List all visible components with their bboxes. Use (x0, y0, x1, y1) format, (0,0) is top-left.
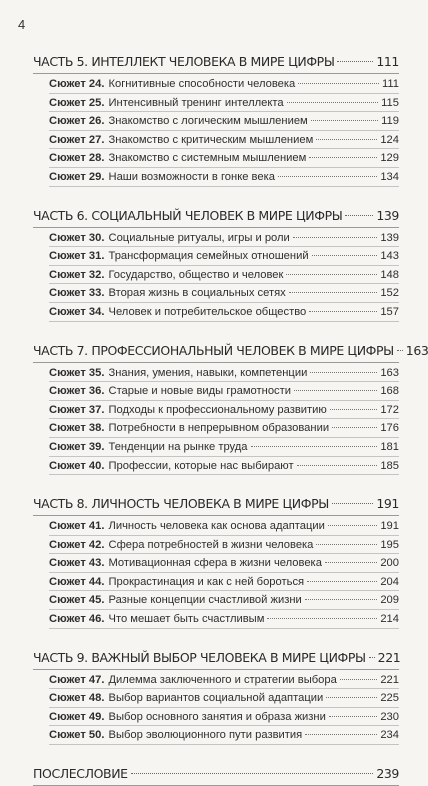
toc-item-label: Сюжет 50. (49, 729, 105, 742)
toc-item-page: 195 (380, 538, 399, 551)
leader-dots (397, 350, 403, 351)
table-of-contents (33, 50, 428, 786)
toc-item-page: 157 (380, 305, 399, 318)
toc-item-title: Потребности в непрерывном образовании (108, 422, 330, 435)
toc-item-title: Наши возможности в гонке века (108, 170, 275, 183)
toc-item-title: Знакомство с логическим мышлением (108, 115, 308, 128)
toc-item-page: 124 (380, 133, 399, 146)
toc-part (33, 646, 399, 745)
toc-item-page: 185 (380, 459, 399, 472)
toc-item[interactable] (49, 303, 399, 322)
toc-part (33, 339, 428, 476)
toc-item-label: Сюжет 31. (49, 250, 105, 263)
leader-dots (309, 157, 377, 158)
toc-item-page: 176 (380, 422, 399, 435)
toc-item-page: 168 (380, 385, 399, 398)
toc-item-page: 221 (380, 673, 399, 686)
toc-item[interactable] (49, 573, 399, 592)
toc-part-page: 163 (405, 342, 428, 358)
toc-item-list (33, 228, 399, 322)
toc-item-label: Сюжет 48. (49, 692, 105, 705)
page-number: 4 (18, 17, 26, 32)
toc-item-label: Сюжет 41. (49, 520, 105, 533)
toc-part (33, 204, 399, 322)
toc-item[interactable] (49, 671, 399, 690)
toc-item-label: Сюжет 26. (49, 115, 105, 128)
toc-item-title: Старые и новые виды грамотности (108, 385, 292, 398)
toc-item[interactable] (49, 438, 399, 457)
leader-dots (316, 544, 377, 545)
toc-item[interactable] (49, 266, 399, 285)
toc-item-title: Интенсивный тренинг интеллекта (108, 96, 284, 109)
toc-item-page: 111 (381, 78, 399, 90)
section-gap (33, 322, 399, 339)
toc-item-title: Дилемма заключенного и стратегии выбора (108, 673, 337, 686)
toc-item[interactable] (49, 591, 399, 610)
toc-item-title: Прокрастинация и как с ней бороться (108, 575, 305, 588)
toc-item-label: Сюжет 43. (49, 557, 105, 570)
toc-item[interactable] (49, 517, 399, 536)
leader-dots (316, 139, 377, 140)
toc-item-page: 225 (380, 692, 399, 705)
toc-item-list (33, 74, 399, 187)
leader-dots (278, 176, 377, 177)
toc-epilogue[interactable] (33, 762, 399, 786)
toc-epilogue-page: 239 (376, 766, 399, 782)
toc-item[interactable] (49, 168, 399, 187)
toc-item-title: Подходы к профессиональному развитию (108, 403, 327, 416)
section-gap (33, 629, 399, 646)
toc-item-title: Выбор вариантов социальной адаптации (108, 692, 324, 705)
toc-part-heading[interactable] (33, 646, 399, 670)
toc-item-label: Сюжет 45. (49, 594, 105, 607)
toc-item-page: 204 (380, 575, 399, 588)
leader-dots (131, 773, 374, 774)
toc-item-page: 234 (380, 729, 399, 742)
leader-dots (328, 525, 377, 526)
toc-part-title: ЧАСТЬ 9. ВАЖНЫЙ ВЫБОР ЧЕЛОВЕКА В МИРЕ ЦИФРЫ (33, 649, 366, 665)
toc-item[interactable] (49, 419, 399, 438)
toc-item-page: 172 (380, 403, 399, 416)
toc-item-page: 230 (380, 710, 399, 723)
toc-part (33, 492, 399, 629)
leader-dots (286, 274, 377, 275)
leader-dots (325, 562, 377, 563)
toc-item-label: Сюжет 49. (49, 710, 105, 723)
leader-dots (251, 446, 378, 447)
toc-item-title: Знакомство с критическим мышлением (108, 133, 314, 146)
leader-dots (287, 102, 379, 103)
toc-item-title: Личность человека как основа адаптации (108, 520, 325, 533)
toc-item-label: Сюжет 42. (49, 538, 105, 551)
toc-item-title: Профессии, которые нас выбирают (108, 459, 294, 472)
toc-item[interactable] (49, 364, 399, 383)
leader-dots (297, 465, 378, 466)
leader-dots (309, 311, 377, 312)
toc-item[interactable] (49, 401, 399, 420)
toc-item-page: 119 (381, 115, 399, 128)
section-gap (33, 745, 399, 762)
toc-item-label: Сюжет 39. (49, 440, 105, 453)
toc-item-title: Государство, общество и человек (108, 268, 284, 281)
leader-dots (340, 679, 377, 680)
toc-item[interactable] (49, 726, 399, 745)
toc-item[interactable] (49, 536, 399, 555)
toc-item-title: Человек и потребительское общество (108, 305, 307, 318)
toc-item-page: 152 (380, 287, 399, 300)
toc-part-title: ЧАСТЬ 6. СОЦИАЛЬНЫЙ ЧЕЛОВЕК В МИРЕ ЦИФРЫ (33, 207, 343, 223)
toc-item-title: Сфера потребностей в жизни человека (108, 538, 314, 551)
toc-item-label: Сюжет 36. (49, 385, 105, 398)
toc-part-page: 221 (377, 649, 401, 665)
leader-dots (289, 292, 378, 293)
toc-item[interactable] (49, 689, 399, 708)
leader-dots (332, 503, 373, 504)
toc-item-title: Мотивационная сфера в жизни человека (108, 557, 322, 570)
toc-item-title: Выбор эволюционного пути развития (108, 729, 303, 742)
leader-dots (332, 427, 377, 428)
toc-item-label: Сюжет 33. (49, 287, 105, 300)
toc-part-page: 111 (376, 54, 399, 69)
leader-dots (307, 581, 377, 582)
toc-item-page: 200 (380, 557, 399, 570)
leader-dots (310, 372, 377, 373)
leader-dots (298, 83, 379, 84)
leader-dots (326, 697, 377, 698)
leader-dots (305, 599, 378, 600)
leader-dots (293, 237, 378, 238)
leader-dots (294, 390, 377, 391)
toc-part-title: ЧАСТЬ 7. ПРОФЕССИОНАЛЬНЫЙ ЧЕЛОВЕК В МИРЕ ЦИФРЫ (33, 342, 394, 358)
leader-dots (337, 61, 373, 62)
toc-item-list (33, 363, 399, 476)
toc-item[interactable] (49, 94, 399, 113)
toc-item-title: Когнитивные способности человека (108, 78, 296, 90)
toc-item-page: 191 (380, 520, 399, 533)
toc-item-label: Сюжет 28. (49, 152, 105, 165)
toc-item-page: 209 (380, 594, 399, 607)
toc-item-label: Сюжет 37. (49, 403, 105, 416)
toc-part-heading[interactable] (33, 339, 428, 363)
toc-item-title: Трансформация семейных отношений (108, 250, 309, 263)
toc-part-title: ЧАСТЬ 8. ЛИЧНОСТЬ ЧЕЛОВЕКА В МИРЕ ЦИФРЫ (33, 496, 329, 512)
toc-part-title: ЧАСТЬ 5. ИНТЕЛЛЕКТ ЧЕЛОВЕКА В МИРЕ ЦИФРЫ (33, 54, 335, 69)
toc-part-heading[interactable] (33, 492, 399, 516)
toc-item-title: Разные концепции счастливой жизни (108, 594, 302, 607)
toc-part (33, 50, 399, 187)
toc-item-list (33, 516, 399, 629)
toc-item-page: 129 (380, 152, 399, 165)
leader-dots (311, 120, 378, 121)
toc-item-page: 143 (380, 250, 399, 263)
toc-item[interactable] (49, 75, 399, 94)
toc-item[interactable] (49, 554, 399, 573)
toc-item-title: Социальные ритуалы, игры и роли (108, 231, 290, 244)
toc-item-page: 214 (380, 613, 399, 626)
toc-item-label: Сюжет 35. (49, 366, 105, 379)
toc-item-label: Сюжет 32. (49, 268, 105, 281)
leader-dots (267, 618, 377, 619)
toc-item-page: 139 (380, 231, 399, 244)
toc-item-title: Что мешает быть счастливым (108, 613, 265, 626)
toc-item[interactable] (49, 247, 399, 266)
toc-part-page: 191 (376, 496, 399, 512)
toc-epilogue-title: ПОСЛЕСЛОВИЕ (33, 766, 128, 782)
toc-item-list (33, 670, 399, 745)
toc-item-title: Знакомство с системным мышлением (108, 152, 307, 165)
toc-item-title: Выбор основного занятия и образа жизни (108, 710, 326, 723)
toc-item-label: Сюжет 30. (49, 231, 105, 244)
toc-item-page: 181 (380, 440, 399, 453)
leader-dots (312, 255, 378, 256)
leader-dots (330, 409, 378, 410)
toc-part-heading[interactable] (33, 50, 399, 74)
toc-part-page: 139 (376, 207, 399, 223)
toc-item-label: Сюжет 46. (49, 613, 105, 626)
leader-dots (369, 657, 375, 658)
leader-dots (305, 734, 377, 735)
toc-item-title: Знания, умения, навыки, компетенции (108, 366, 308, 379)
toc-item-label: Сюжет 25. (49, 96, 105, 109)
toc-item-label: Сюжет 47. (49, 673, 105, 686)
toc-item[interactable] (49, 610, 399, 629)
toc-item-label: Сюжет 40. (49, 459, 105, 472)
toc-item[interactable] (49, 457, 399, 476)
section-gap (33, 475, 399, 492)
toc-item-label: Сюжет 34. (49, 305, 105, 318)
toc-item-page: 148 (380, 268, 399, 281)
toc-item[interactable] (49, 382, 399, 401)
toc-item-title: Вторая жизнь в социальных сетях (108, 287, 286, 300)
toc-item[interactable] (49, 149, 399, 168)
toc-item[interactable] (49, 284, 399, 303)
leader-dots (345, 215, 373, 216)
leader-dots (329, 716, 377, 717)
toc-item-label: Сюжет 24. (49, 78, 105, 90)
toc-item[interactable] (49, 112, 399, 131)
toc-item-label: Сюжет 27. (49, 133, 105, 146)
toc-item[interactable] (49, 708, 399, 727)
toc-item-label: Сюжет 38. (49, 422, 105, 435)
toc-item-label: Сюжет 44. (49, 575, 105, 588)
toc-item-page: 115 (381, 96, 399, 109)
section-gap (33, 187, 399, 204)
toc-item[interactable] (49, 229, 399, 248)
toc-item[interactable] (49, 131, 399, 150)
toc-item-page: 134 (380, 170, 399, 183)
toc-item-page: 163 (380, 366, 399, 379)
toc-item-label: Сюжет 29. (49, 170, 105, 183)
toc-item-title: Тенденции на рынке труда (108, 440, 248, 453)
toc-part-heading[interactable] (33, 204, 399, 228)
